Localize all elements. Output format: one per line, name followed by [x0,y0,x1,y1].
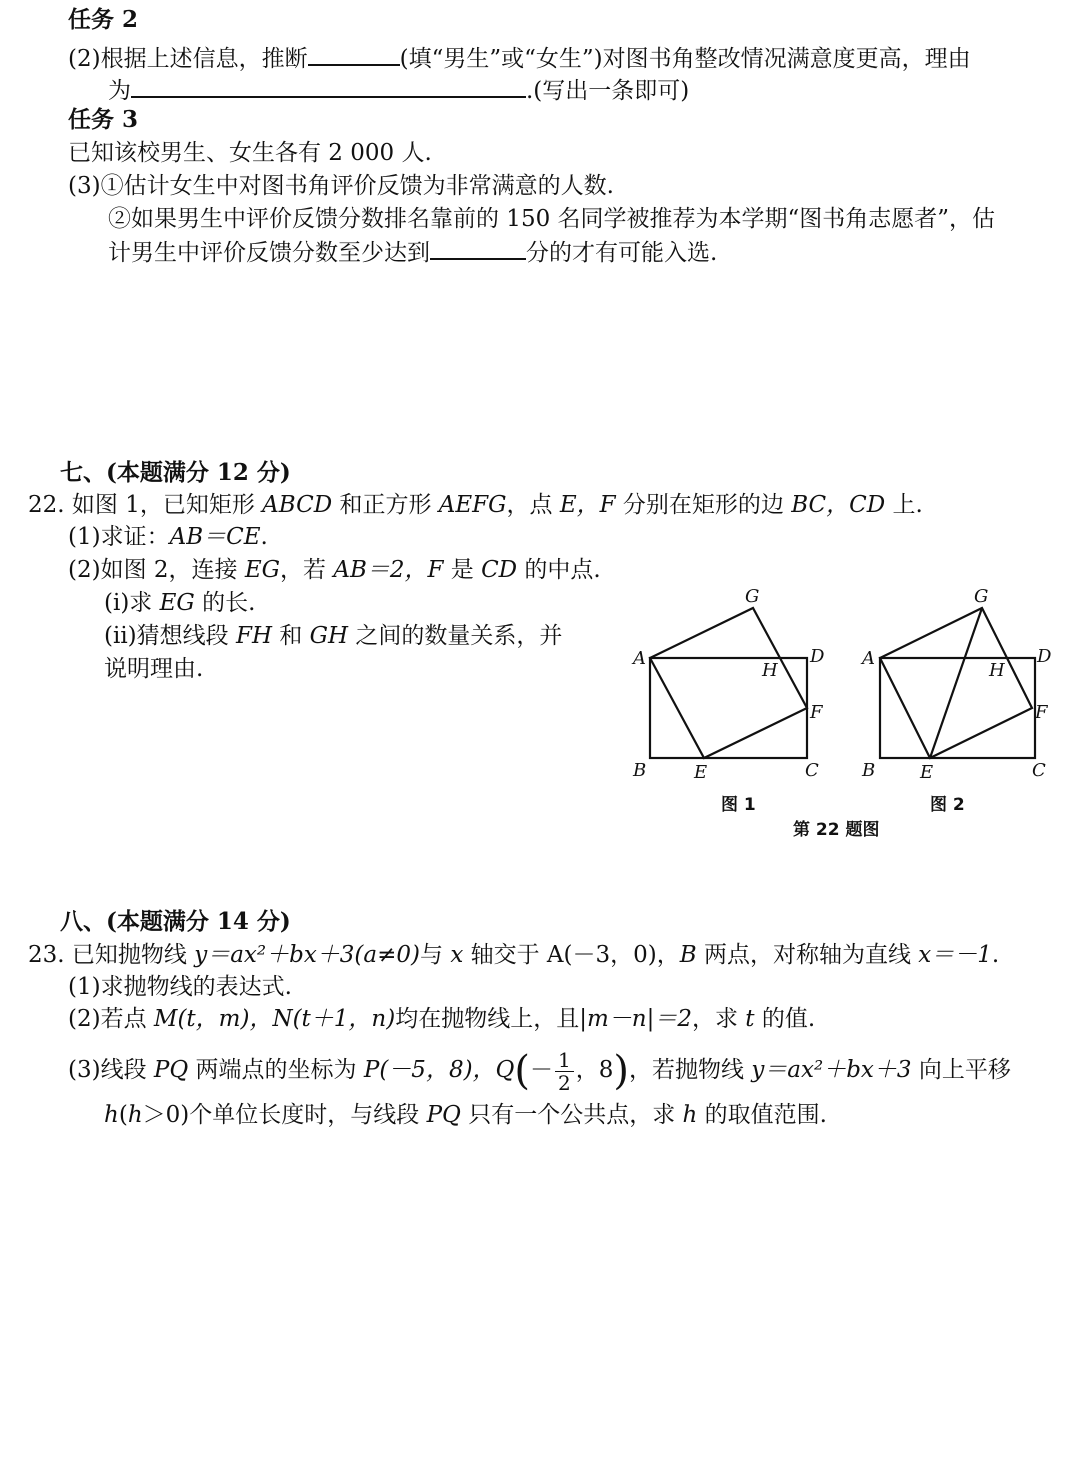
text: 分别在矩形的边 [615,492,792,518]
text: ，若 [280,557,334,583]
figure-2 [855,580,1075,789]
question-23-stem [28,939,999,971]
paren-open: ( [514,1048,531,1094]
figure-2-caption: 图 2 [930,795,965,815]
text: (2)如图 2，连接 [68,557,245,583]
text: ，8 [575,1057,614,1083]
math: FH [235,623,273,649]
math: x＝－1 [918,942,992,968]
label-E: E [920,762,934,783]
text: 计男生中评价反馈分数至少达到 [108,240,430,266]
text: 两点，对称轴为直线 [696,942,919,968]
text: (2)若点 [68,1006,154,1032]
text: 上. [885,492,923,518]
label-B: B [633,760,647,781]
math: ABCD [262,492,333,518]
text: 和正方形 [332,492,439,518]
task3-question-3-2-line1: ②如果男生中评价反馈分数排名靠前的 150 名同学被推荐为本学期“图书角志愿者”，估 [108,206,996,232]
denominator: 2 [558,1070,571,1095]
text: (填“男生”或“女生”)对图书角整改情况满意度更高，理由 [399,46,971,72]
math: PQ [153,1057,189,1083]
math: CD [481,557,518,583]
math: h [104,1102,119,1128]
text: 22. 如图 1，已知矩形 [28,492,263,518]
text: (2)根据上述信息，推断 [68,46,308,72]
label-C: C [1032,760,1046,781]
math: GH [309,623,349,649]
task3-intro: 已知该校男生、女生各有 2 000 人. [68,140,432,166]
math: E，F [559,492,616,518]
question-23-part-3 [68,1048,1011,1094]
section7-heading: 七、(本题满分 12 分) [60,459,291,486]
text: (1)求证： [68,524,170,550]
label-F: F [810,702,823,723]
text: 轴交于 A(－3，0)， [463,942,680,968]
math: AB＝CE [169,524,261,550]
text: － [530,1057,554,1083]
question-22-part-2-ii [104,620,562,652]
rectangle-abcd [880,658,1035,758]
math: EG [244,557,281,583]
text: ，若抛物线 [629,1057,752,1083]
answer-blank [430,236,526,260]
task3-heading: 任务 3 [68,106,139,133]
question-23-part-3-cont [104,1099,827,1131]
label-H: H [762,660,778,681]
question-22-part-2 [68,554,601,586]
text: .(写出一条即可) [526,78,690,104]
math: x [450,942,464,968]
task3-question-3-1: (3)①估计女生中对图书角评价反馈为非常满意的人数. [68,173,614,199]
math: t [745,1006,755,1032]
text: (ⅰ)求 [104,590,160,616]
math: y＝ax²＋bx＋3 [751,1057,912,1083]
rectangle-abcd [650,658,807,758]
text: 之间的数量关系，并 [348,623,563,649]
figure-2-diagram [855,580,1075,785]
question-23-part-1: (1)求抛物线的表达式. [68,974,292,1000]
question-23-part-2 [68,1003,815,1035]
label-G: G [974,586,989,607]
text: ，求 [691,1006,746,1032]
label-B: B [862,760,876,781]
paren-close: ) [613,1048,629,1094]
math: AEFG [438,492,507,518]
text: ，点 [506,492,560,518]
question-22-part-2-ii-cont: 说明理由. [104,656,204,682]
text: ＞0)个单位长度时，与线段 [142,1102,427,1128]
text: 分的才有可能入选. [526,240,718,266]
text: 23. 已知抛物线 [28,942,195,968]
task2-question-2-line2 [108,74,689,107]
question-22-part-2-i [104,587,255,619]
text: 和 [272,623,310,649]
figure-22-caption: 第 22 题图 [793,820,880,840]
text: . [260,524,268,550]
text: 与 [420,942,451,968]
text: 只有一个公共点，求 [460,1102,683,1128]
text: (ⅱ)猜想线段 [104,623,236,649]
label-H: H [989,660,1005,681]
answer-blank [308,42,400,66]
text: 两端点的坐标为 [188,1057,364,1083]
text: 向上平移 [911,1057,1011,1083]
task3-question-3-2-line2 [108,236,717,269]
figure-1 [625,580,845,789]
text: 均在抛物线上，且 [395,1006,580,1032]
task2-question-2-line1 [68,42,971,75]
text: 的中点. [517,557,601,583]
figure-1-diagram [625,580,845,785]
label-D: D [1037,646,1052,667]
numerator: 1 [555,1049,574,1072]
text: ( [118,1102,128,1128]
text: 的长. [194,590,256,616]
fraction-one-half [555,1049,574,1094]
question-22-stem [28,489,923,521]
text: 的值. [754,1006,816,1032]
text: (3)线段 [68,1057,154,1083]
answer-blank [131,74,526,98]
math: B [679,942,697,968]
task2-heading: 任务 2 [68,6,139,33]
math: y＝ax²＋bx＋3(a≠0) [194,942,420,968]
label-G: G [745,586,760,607]
label-D: D [810,646,825,667]
math: EG [159,590,195,616]
math: PQ [426,1102,461,1128]
text: 的取值范围. [697,1102,827,1128]
math: |m－n|＝2 [579,1006,692,1032]
math: h [127,1102,143,1128]
math: BC，CD [791,492,886,518]
text: 是 [443,557,482,583]
math: M(t，m)，N(t＋1，n) [153,1006,396,1032]
figure-1-caption: 图 1 [721,795,756,815]
text: 为 [108,78,131,104]
math: P(－5，8)，Q [363,1057,515,1083]
label-E: E [694,762,708,783]
label-A: A [862,648,875,669]
label-C: C [805,760,819,781]
square-aefg [650,608,807,758]
math: h [682,1102,698,1128]
section8-heading: 八、(本题满分 14 分) [60,908,291,935]
text: . [991,942,1000,968]
question-22-part-1 [68,521,268,553]
label-F: F [1035,702,1048,723]
math: AB＝2，F [333,557,444,583]
label-A: A [633,648,646,669]
